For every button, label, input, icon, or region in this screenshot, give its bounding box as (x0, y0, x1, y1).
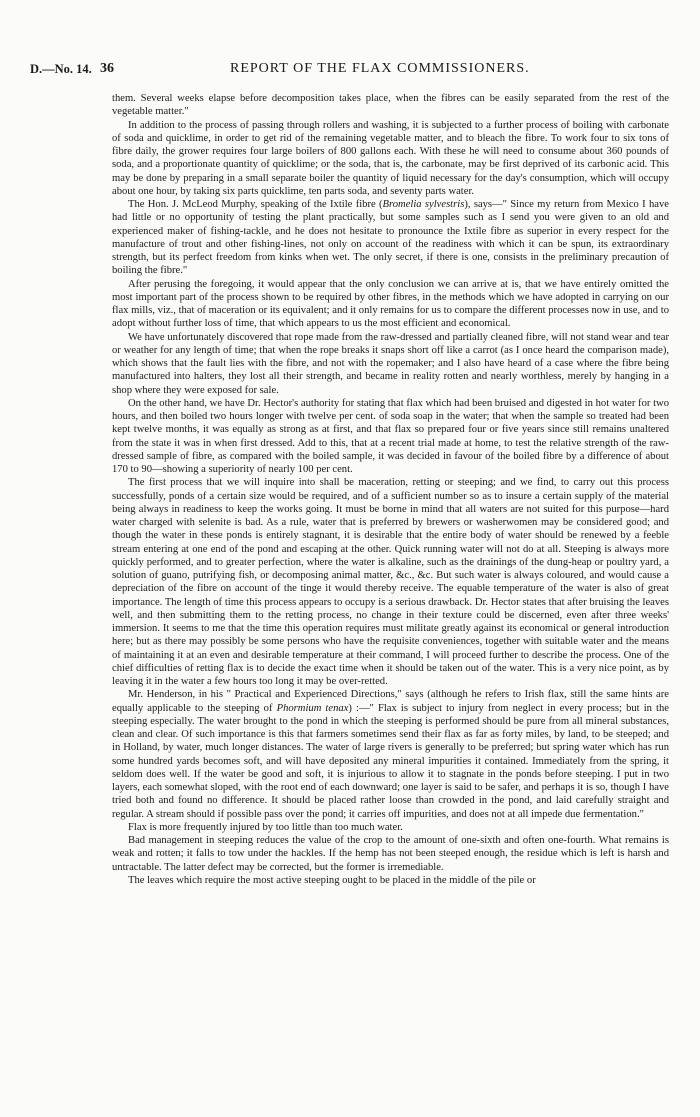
paragraph-9 (112, 821, 669, 834)
page-number: 36 (100, 61, 114, 76)
running-title: REPORT OF THE FLAX COMMISSIONERS. (230, 61, 530, 76)
text-run: ), says—" Since my return from Mexico I have had little or no opportunity of testing the plant practically, but some samples such as I send you were given to an old and experienced maker of fishing-tackle, and he does not hesitate to pronounce the Ixtile fibre as superior in every respect for the manufacture of trout and other fishing-lines, not only on account of the readiness with which it can be spun, its extraordinary strength, but its perfect freedom from kinks when wet. The only secret, if there is one, consists in the preliminary precaution of boiling the fibre." (112, 199, 670, 277)
paragraph-6 (112, 397, 669, 477)
text-run: Mr. Henderson, in his " Practical and Experienced Directions," says (although he refers to Irish flax, still the same hints are equally applicable to the steeping of (112, 689, 669, 714)
italic-term: Bromelia sylvestris (382, 199, 465, 210)
paragraph-3 (112, 198, 669, 278)
paragraph-1 (112, 92, 669, 119)
paragraph-2 (112, 119, 669, 199)
text-run: The first process that we will inquire into shall be maceration, retting or steeping; and we find, to carry out this process successfully, ponds of a certain size would be required, and of a sufficient number so as to insure a certain supply of the material being always in readiness to keep the works going. It must be borne in mind that all waters are not suited for this purpose—hard water charged with selenite is bad. As a rule, water that is preferred by brewers or washerwomen may be considered good; and though the water in these ponds is entirely stagnant, it is desirable that the entire body of water should be renewed by a feeble stream entering at one end of the pond and escaping at the other. Quick running water will not do at all. Steeping is always more quickly performed, and to greater perfection, where the water is alkaline, such as the drainings of the dung-heap or poultry yard, a solution of guano, putrifying fish, or decomposing animal matter, &c., &c. But such water is always coloured, and would cause a depreciation of the fibre on account of the tinge it would thereby receive. The equable temperature of the water is also of great importance. The length of time this process appears to occupy is a serious drawback. Dr. Hector states that after bruising the leaves well, and then submitting them to the retting process, no change in their texture could be discerned, even after three weeks' immersion. It seems to me that the time this operation requires must militate greatly against its economical or general introduction here; but as there may possibly be some persons who have the requisite conveniences, together with suitable water and the means of maintaining it at an even and desirable temperature at their command, I will proceed further to describe the process. One of the chief difficulties of retting flax is to decide the exact time when it should be taken out of the water. This is a very nice point, as by leaving it in the water a few hours too long it may be over-retted. (112, 477, 669, 687)
text-run: On the other hand, we have Dr. Hector's authority for stating that flax which had been bruised and digested in hot water for two hours, and then boiled two hours longer with twelve per cent. of soda soap in the water; that when the sample so treated had been kept twelve months, it was equally as strong as at first, and that flax so prepared four or five years since still remains unaltered from the state it was in when first dressed. Add to this, that at a recent trial made at home, to test the relative strength of the raw-dressed sample of fibre, as compared with the boiled sample, it was decided in favour of the boiled fibre by a difference of about 170 to 90—showing a superiority of nearly 100 per cent. (112, 397, 669, 475)
paragraph-5 (112, 331, 669, 397)
text-run: After perusing the foregoing, it would appear that the only conclusion we can arrive at is, that we have entirely omitted the most important part of the process shown to be required by other fibres, in the methods which we have adopted in carrying on our flax mills, viz., that of maceration or its equivalent; and it only remains for us to compare the different processes now in use, and to adopt without further loss of time, that which appears to us the most efficient and economical. (112, 278, 669, 330)
paragraph-10 (112, 834, 669, 874)
text-run: The Hon. J. McLeod Murphy, speaking of the Ixtile fibre ( (128, 199, 383, 210)
paragraph-4 (112, 278, 669, 331)
text-run: The leaves which require the most active steeping ought to be placed in the middle of the pile or (128, 874, 536, 886)
page-header (30, 62, 670, 84)
body-text (112, 92, 669, 887)
text-run: Bad management in steeping reduces the value of the crop to the amount of one-sixth and often one-fourth. What remains is weak and rotten; it falls to tow under the hackles. If the hemp has not been steeped enough, the residue which is left is harsh and untractable. The latter defect may be corrected, but the former is irremediable. (112, 835, 669, 873)
paragraph-8 (112, 688, 669, 821)
italic-term: Phormium tenax (276, 702, 349, 714)
text-run: ) :—" Flax is subject to injury from neglect in every process; but in the steeping especially. The water brought to the pond in which the steeping is performed should be pure from all mineral substances, clean and clear. Of such importance is this that farmers sometimes send their flax as far as forty miles, by land, to be steeped; and in Holland, by water, much longer distances. The water of large rivers is generally to be preferred; but spring water which has run some hundred yards becomes soft, and will have deposited any mineral impurities it contained. Immediately from the spring, it seldom does well. If the water be good and soft, it is injurious to allow it to stagnate in the ponds before steeping. I put in two layers, each somewhat sloped, with the root end of each downward; one layer is said to be safer, and perhaps it is so, though I have tried both and found no difference. It should be placed rather loose than crowded in the pond, and laid carefully straight and regular. A stream should if possible pass over the pond; it carries off impurities, and does not at all impede due fermentation." (112, 702, 669, 820)
text-run: Flax is more frequently injured by too little than too much water. (128, 821, 403, 833)
text-run: In addition to the process of passing through rollers and washing, it is subjected to a further process of boiling with carbonate of soda and quicklime, in order to get rid of the remaining vegetable matter, and to bleach the fibre. To work four to six tons of fibre daily, the grower requires four large boilers of 800 gallons each. With these he will need to consume about 360 pounds of soda, and a proportionate quantity of quicklime; or the soda, that is, the carbonate, may be first deprived of its carbonic acid. This may be done by preparing in a small separate boiler the quantity of liquid necessary for the day's consumption, which will occupy about one hour, by taking six parts quicklime, ten parts soda, and seventy parts water. (112, 119, 669, 197)
text-run: them. Several weeks elapse before decomposition takes place, when the fibres can be easily separated from the rest of the vegetable matter." (112, 93, 669, 118)
paragraph-11 (112, 874, 669, 887)
text-run: We have unfortunately discovered that rope made from the raw-dressed and partially cleaned fibre, will not stand wear and tear or weather for any length of time; that when the rope breaks it snaps short off like a carrot (as I once heard the comparison made), which shows that the fault lies with the fibre, and not with the ropemaker; and I also have heard of a case where the fibre being manufactured into halters, they lost all their strength, and became in reality rotten and nearly worthless, merely by hanging in a shop where they were exposed for sale. (112, 331, 669, 396)
document-reference: D.—No. 14. (30, 62, 92, 76)
paragraph-7 (112, 476, 669, 688)
